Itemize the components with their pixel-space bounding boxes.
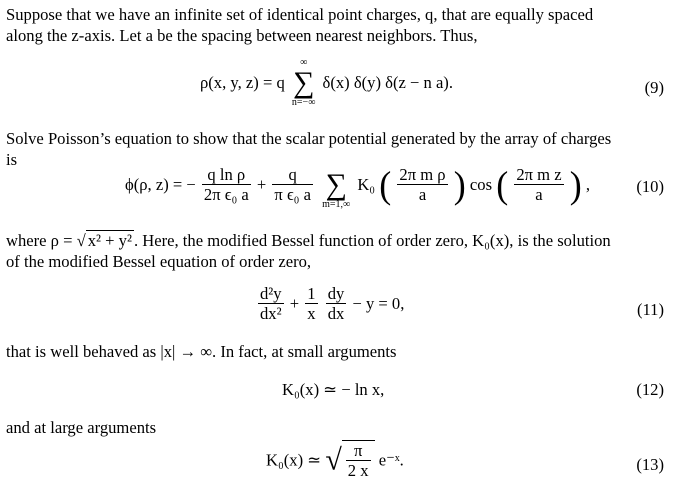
eq11-frac2-den: x [307,304,316,324]
equation-9 [200,58,453,108]
eq9-rhs: δ(x) δ(y) δ(z − n a). [322,73,453,93]
eq10-frac3-num: 2π m ρ [399,165,446,184]
sqrt-radicand: x² + y² [87,231,132,250]
p3-where: where ρ = [6,231,73,250]
equation-10 [125,160,590,210]
eq11-fraction-1 [258,284,284,324]
paragraph-5-line-1: and at large arguments [6,418,157,437]
paragraph-1-line-1: Suppose that we have an infinite set of identical point charges, q, that are equally spaced [6,5,594,24]
paragraph-1-line-2: along the z-axis. Let a be the spacing between nearest neighbors. Thus, [6,26,478,45]
equation-13 [266,440,404,481]
paragraph-3-line-1 [6,230,666,251]
eq11-rhs: − y = 0, [352,294,405,314]
eq10-summation: ∑ m=1,∞ [322,168,351,210]
eq10-sum-lower: m=1,∞ [322,199,351,210]
eq13-rhs: e⁻ˣ. [378,450,404,470]
eq10-fraction-2 [272,165,313,205]
eq10-fraction-1 [202,165,251,205]
eq10-k0: K₀ [357,175,376,195]
eq10-left-paren-1: ( [379,164,392,206]
eq10-left-paren-2: ( [496,164,509,206]
eq11-plus: + [289,294,300,314]
equation-12: K₀(x) ≃ − ln x, [282,380,385,399]
eq13-frac-den: 2 x [347,461,369,481]
eq11-frac3-den: dx [327,304,345,324]
eq10-lhs: ϕ(ρ, z) = − [125,175,196,195]
eq13-frac-num: π [346,441,371,461]
equation-number-10: (10) [636,177,664,196]
eq11-fraction-3 [326,284,347,324]
eq9-lhs: ρ(x, y, z) = q [200,73,285,93]
eq10-frac3-den: a [418,185,427,205]
equation-number-13: (13) [636,455,664,474]
equation-number-11: (11) [636,300,664,319]
eq11-frac1-den: dx² [260,304,282,324]
equation-11 [256,284,404,324]
eq10-fraction-4 [514,165,563,205]
eq10-tail: , [585,175,591,195]
eq10-frac1-num: q ln ρ [202,165,251,185]
eq11-frac3-num: dy [327,284,345,303]
eq9-sum-lower: n=−∞ [291,97,316,108]
sqrt-expression: √ x² + y² [76,231,132,250]
eq11-frac1-num: d²y [260,284,282,303]
eq10-plus: + [256,175,267,195]
eq10-right-paren-2: ) [569,164,582,206]
p3-line1-rest: . Here, the modified Bessel function of order zero, K₀(x), is the solution [133,231,611,250]
equation-number-9: (9) [644,78,664,97]
eq10-cos: cos [469,175,493,195]
eq13-fraction [346,441,371,481]
eq10-frac2-num: q [272,165,313,185]
paragraph-2-line-2: is [6,150,18,169]
paragraph-2-line-1: Solve Poisson’s equation to show that the scalar potential generated by the array of charges [6,129,612,148]
eq10-fraction-3 [397,165,447,205]
eq11-frac2-num: 1 [307,284,316,303]
eq10-right-paren-1: ) [453,164,466,206]
eq10-frac4-den: a [535,185,543,205]
eq9-summation: ∞ ∑ n=−∞ [291,57,316,108]
paragraph-4-line-1: that is well behaved as |x| → ∞. In fact, at small arguments [6,342,397,361]
eq10-frac2-den: π ϵ₀ a [274,185,311,205]
eq10-frac1-den: 2π ϵ₀ a [203,185,249,205]
eq13-lhs: K₀(x) ≃ [266,450,322,470]
eq10-frac4-num: 2π m z [516,165,562,184]
eq11-fraction-2 [305,284,317,324]
eq13-sqrt: √ $\frac{\pi}{2 x}$ [325,440,374,481]
eq9-sum-upper: ∞ [300,57,308,68]
paragraph-3-line-2: of the modified Bessel equation of order zero, [6,252,312,271]
equation-number-12: (12) [636,380,664,399]
